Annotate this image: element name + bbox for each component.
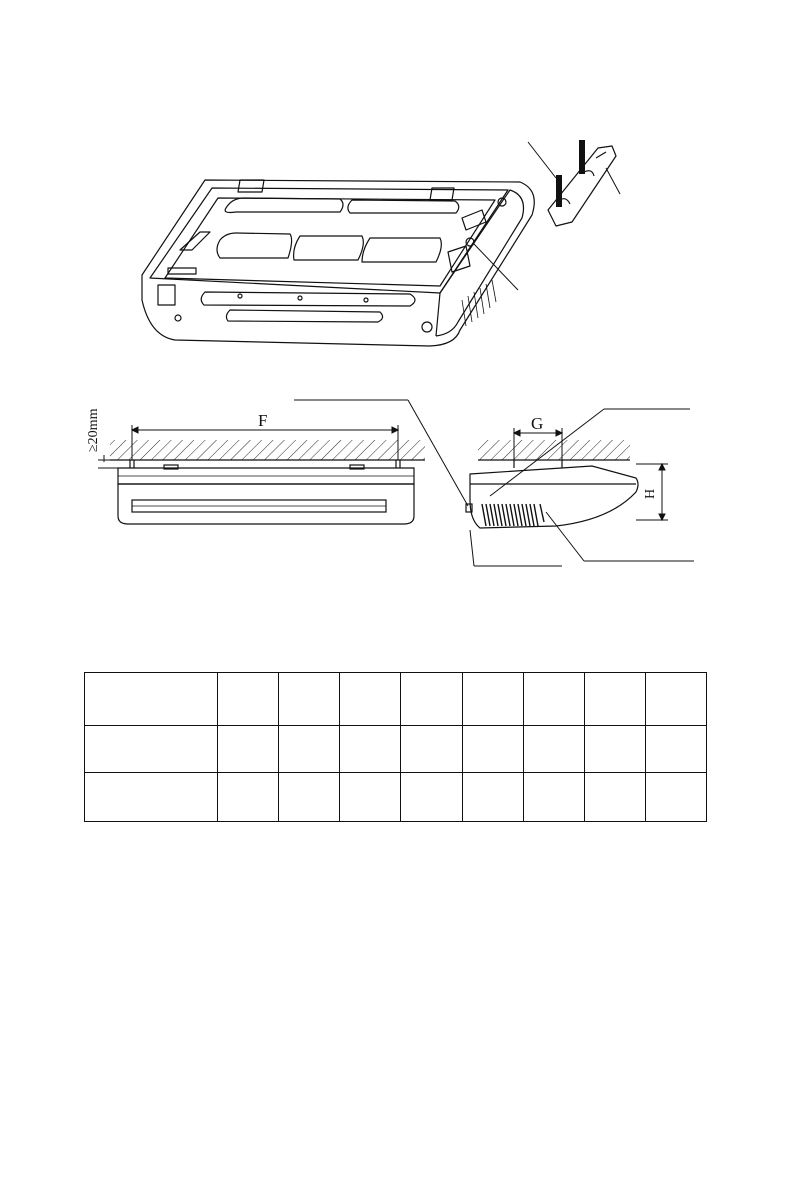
table-cell <box>523 673 584 726</box>
clearance-label: ≥20mm <box>86 408 101 452</box>
ceiling-hatch-right <box>478 440 630 460</box>
dimension-h-label: H <box>643 488 658 499</box>
table-row <box>85 673 707 726</box>
table-cell <box>645 673 706 726</box>
table-cell <box>340 773 401 822</box>
table-cell <box>523 726 584 773</box>
table-cell <box>645 773 706 822</box>
hanging-bracket-detail <box>548 140 616 226</box>
table-cell <box>279 773 340 822</box>
table-cell <box>85 773 218 822</box>
table-cell <box>462 773 523 822</box>
ceiling-hatch-left <box>110 440 425 460</box>
side-grille <box>482 504 544 526</box>
dimension-g-label: G <box>531 414 544 433</box>
table-cell <box>279 726 340 773</box>
table-cell <box>462 726 523 773</box>
table-cell <box>401 773 462 822</box>
table-cell <box>340 726 401 773</box>
table-cell <box>584 773 645 822</box>
table-cell <box>218 773 279 822</box>
table-cell <box>340 673 401 726</box>
leader-lines-top <box>474 142 620 290</box>
front-view <box>86 408 425 524</box>
table-cell <box>523 773 584 822</box>
table-row <box>85 773 707 822</box>
table-cell <box>85 726 218 773</box>
dimension-table <box>84 672 707 822</box>
table-cell <box>401 726 462 773</box>
table-row <box>85 726 707 773</box>
isometric-unit-figure <box>0 0 795 380</box>
table-cell <box>401 673 462 726</box>
table-cell <box>85 673 218 726</box>
side-view <box>466 414 668 528</box>
table-cell <box>462 673 523 726</box>
installation-dimension-figure <box>0 380 795 600</box>
leader-lines-bottom <box>294 400 694 566</box>
table-cell <box>279 673 340 726</box>
table-cell <box>645 726 706 773</box>
table-cell <box>584 726 645 773</box>
dimension-f-label: F <box>258 411 268 430</box>
table-cell <box>218 673 279 726</box>
table-cell <box>584 673 645 726</box>
table-cell <box>218 726 279 773</box>
indoor-unit-isometric <box>142 180 534 346</box>
